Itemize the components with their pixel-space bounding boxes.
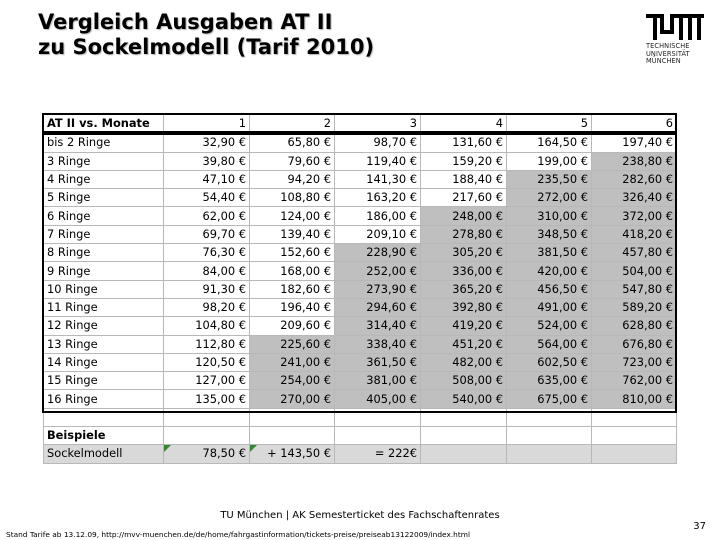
table-cell: 69,70 € [164,225,250,243]
empty-cell [507,427,592,445]
logo-line-2: UNIVERSITÄT [646,49,690,58]
table-row [44,262,677,280]
examples-row [44,427,677,445]
table-cell: 589,20 € [592,298,677,316]
table-cell: 39,80 € [164,152,250,170]
table-cell: 254,00 € [250,372,335,390]
row-label: 16 Ringe [44,390,164,408]
table-cell: 168,00 € [250,262,335,280]
table-cell: 54,40 € [164,189,250,207]
table-cell: 418,20 € [592,225,677,243]
table-cell: 762,00 € [592,372,677,390]
table-cell: 209,10 € [335,225,421,243]
row-label: 5 Ringe [44,189,164,207]
table-cell: 104,80 € [164,317,250,335]
table-cell: 79,60 € [250,152,335,170]
month-header: 5 [507,115,592,134]
row-label: bis 2 Ringe [44,133,164,152]
table-cell: 47,10 € [164,170,250,188]
month-header: 3 [335,115,421,134]
table-cell: 141,30 € [335,170,421,188]
tum-logo-mark [646,14,704,40]
month-header: 1 [164,115,250,134]
table-cell: 248,00 € [421,207,507,225]
table-cell: 456,50 € [507,280,592,298]
table-cell: 457,80 € [592,244,677,262]
table-cell: 225,60 € [250,335,335,353]
table-row [44,244,677,262]
row-label: 3 Ringe [44,152,164,170]
table-row [44,280,677,298]
table-cell: 372,00 € [592,207,677,225]
empty-cell [335,408,421,426]
table-cell: 98,70 € [335,133,421,152]
empty-cell [507,408,592,426]
table-cell: 524,00 € [507,317,592,335]
table-row [44,372,677,390]
table-cell: 491,00 € [507,298,592,316]
table-cell: 65,80 € [250,133,335,152]
table-cell: 84,00 € [164,262,250,280]
table-cell: 420,00 € [507,262,592,280]
title-line-2: zu Sockelmodell (Tarif 2010) [38,35,375,59]
table-cell: 419,20 € [421,317,507,335]
table-cell: 361,50 € [335,353,421,371]
empty-cell [421,408,507,426]
table-cell: 723,00 € [592,353,677,371]
empty-cell [592,445,677,463]
table-cell: 365,20 € [421,280,507,298]
row-label: 14 Ringe [44,353,164,371]
table-cell: 112,80 € [164,335,250,353]
empty-cell [250,427,335,445]
table-cell: 159,20 € [421,152,507,170]
table-cell: 120,50 € [164,353,250,371]
row-label: 11 Ringe [44,298,164,316]
table-cell: 127,00 € [164,372,250,390]
page-number: 37 [693,521,706,532]
footer-text: TU München | AK Semesterticket des Fachschaftenrates [220,510,500,521]
table-cell: 197,40 € [592,133,677,152]
table-cell: 338,40 € [335,335,421,353]
logo-line-1: TECHNISCHE [646,42,690,50]
empty-cell [44,408,164,426]
table-body [44,115,677,464]
table-row [44,133,677,152]
empty-cell [592,427,677,445]
table-cell: 252,00 € [335,262,421,280]
sockelmodell-label: Sockelmodell [44,445,164,463]
row-label: 12 Ringe [44,317,164,335]
table-cell: 348,50 € [507,225,592,243]
table-cell: 108,80 € [250,189,335,207]
table-cell: 163,20 € [335,189,421,207]
table-cell: 209,60 € [250,317,335,335]
table-cell: 540,00 € [421,390,507,408]
table-cell: 504,00 € [592,262,677,280]
comparison-table [43,114,677,464]
title-line-1: Vergleich Ausgaben AT II [38,10,333,34]
sockelmodell-value: = 222€ [335,445,421,463]
month-header: 6 [592,115,677,134]
table-cell: 547,80 € [592,280,677,298]
sockelmodell-value: 78,50 € [164,445,250,463]
row-label: 8 Ringe [44,244,164,262]
row-label: 13 Ringe [44,335,164,353]
row-label: 7 Ringe [44,225,164,243]
table-cell: 482,00 € [421,353,507,371]
table-cell: 228,90 € [335,244,421,262]
empty-cell [421,427,507,445]
table-cell: 241,00 € [250,353,335,371]
table-cell: 186,00 € [335,207,421,225]
table-row [44,353,677,371]
table-cell: 451,20 € [421,335,507,353]
slide-title [38,10,598,60]
table-cell: 98,20 € [164,298,250,316]
tum-logo-text [646,43,706,66]
table-cell: 310,00 € [507,207,592,225]
table-row [44,189,677,207]
empty-cell [592,408,677,426]
table-cell: 676,80 € [592,335,677,353]
empty-cell [164,427,250,445]
source-note: Stand Tarife ab 13.12.09, http://mvv-muenchen.de/de/home/fahrgastinformation/tickets-preise/preiseab13122009/index.html [6,530,471,539]
table-cell: 131,60 € [421,133,507,152]
empty-cell [250,408,335,426]
sockelmodell-value: + 143,50 € [250,445,335,463]
table-cell: 314,40 € [335,317,421,335]
table-cell: 336,00 € [421,262,507,280]
table-row [44,170,677,188]
row-label: 10 Ringe [44,280,164,298]
table-cell: 326,40 € [592,189,677,207]
table-cell: 94,20 € [250,170,335,188]
header-label: AT II vs. Monate [44,115,164,134]
row-label: 15 Ringe [44,372,164,390]
table-cell: 564,00 € [507,335,592,353]
table-row [44,317,677,335]
table-cell: 381,50 € [507,244,592,262]
table-cell: 235,50 € [507,170,592,188]
table-row [44,335,677,353]
table-row [44,390,677,408]
month-header: 4 [421,115,507,134]
table-cell: 270,00 € [250,390,335,408]
empty-cell [421,445,507,463]
table-cell: 182,60 € [250,280,335,298]
table-cell: 273,90 € [335,280,421,298]
logo-line-3: MÜNCHEN [646,57,681,66]
table-cell: 810,00 € [592,390,677,408]
table-cell: 32,90 € [164,133,250,152]
table-cell: 217,60 € [421,189,507,207]
table-header-row [44,115,677,134]
table-cell: 272,00 € [507,189,592,207]
table-cell: 405,00 € [335,390,421,408]
table-cell: 199,00 € [507,152,592,170]
tum-logo [646,14,706,74]
table-cell: 602,50 € [507,353,592,371]
examples-label: Beispiele [44,427,164,445]
table-cell: 294,60 € [335,298,421,316]
table-cell: 282,60 € [592,170,677,188]
table-row [44,225,677,243]
table-cell: 238,80 € [592,152,677,170]
empty-cell [164,408,250,426]
table-cell: 392,80 € [421,298,507,316]
sockelmodell-row [44,445,677,463]
table-row [44,298,677,316]
empty-cell [507,445,592,463]
row-label: 6 Ringe [44,207,164,225]
table-cell: 381,00 € [335,372,421,390]
table-cell: 119,40 € [335,152,421,170]
table-cell: 305,20 € [421,244,507,262]
table-row [44,152,677,170]
table-cell: 508,00 € [421,372,507,390]
table-cell: 675,00 € [507,390,592,408]
table-cell: 62,00 € [164,207,250,225]
month-header: 2 [250,115,335,134]
table-cell: 124,00 € [250,207,335,225]
table-cell: 164,50 € [507,133,592,152]
table-cell: 152,60 € [250,244,335,262]
table-cell: 278,80 € [421,225,507,243]
table-cell: 628,80 € [592,317,677,335]
table-cell: 135,00 € [164,390,250,408]
empty-row [44,408,677,426]
table-row [44,207,677,225]
table-cell: 196,40 € [250,298,335,316]
table-cell: 76,30 € [164,244,250,262]
row-label: 9 Ringe [44,262,164,280]
table-cell: 139,40 € [250,225,335,243]
table-cell: 91,30 € [164,280,250,298]
table-cell: 635,00 € [507,372,592,390]
row-label: 4 Ringe [44,170,164,188]
empty-cell [335,427,421,445]
table-cell: 188,40 € [421,170,507,188]
